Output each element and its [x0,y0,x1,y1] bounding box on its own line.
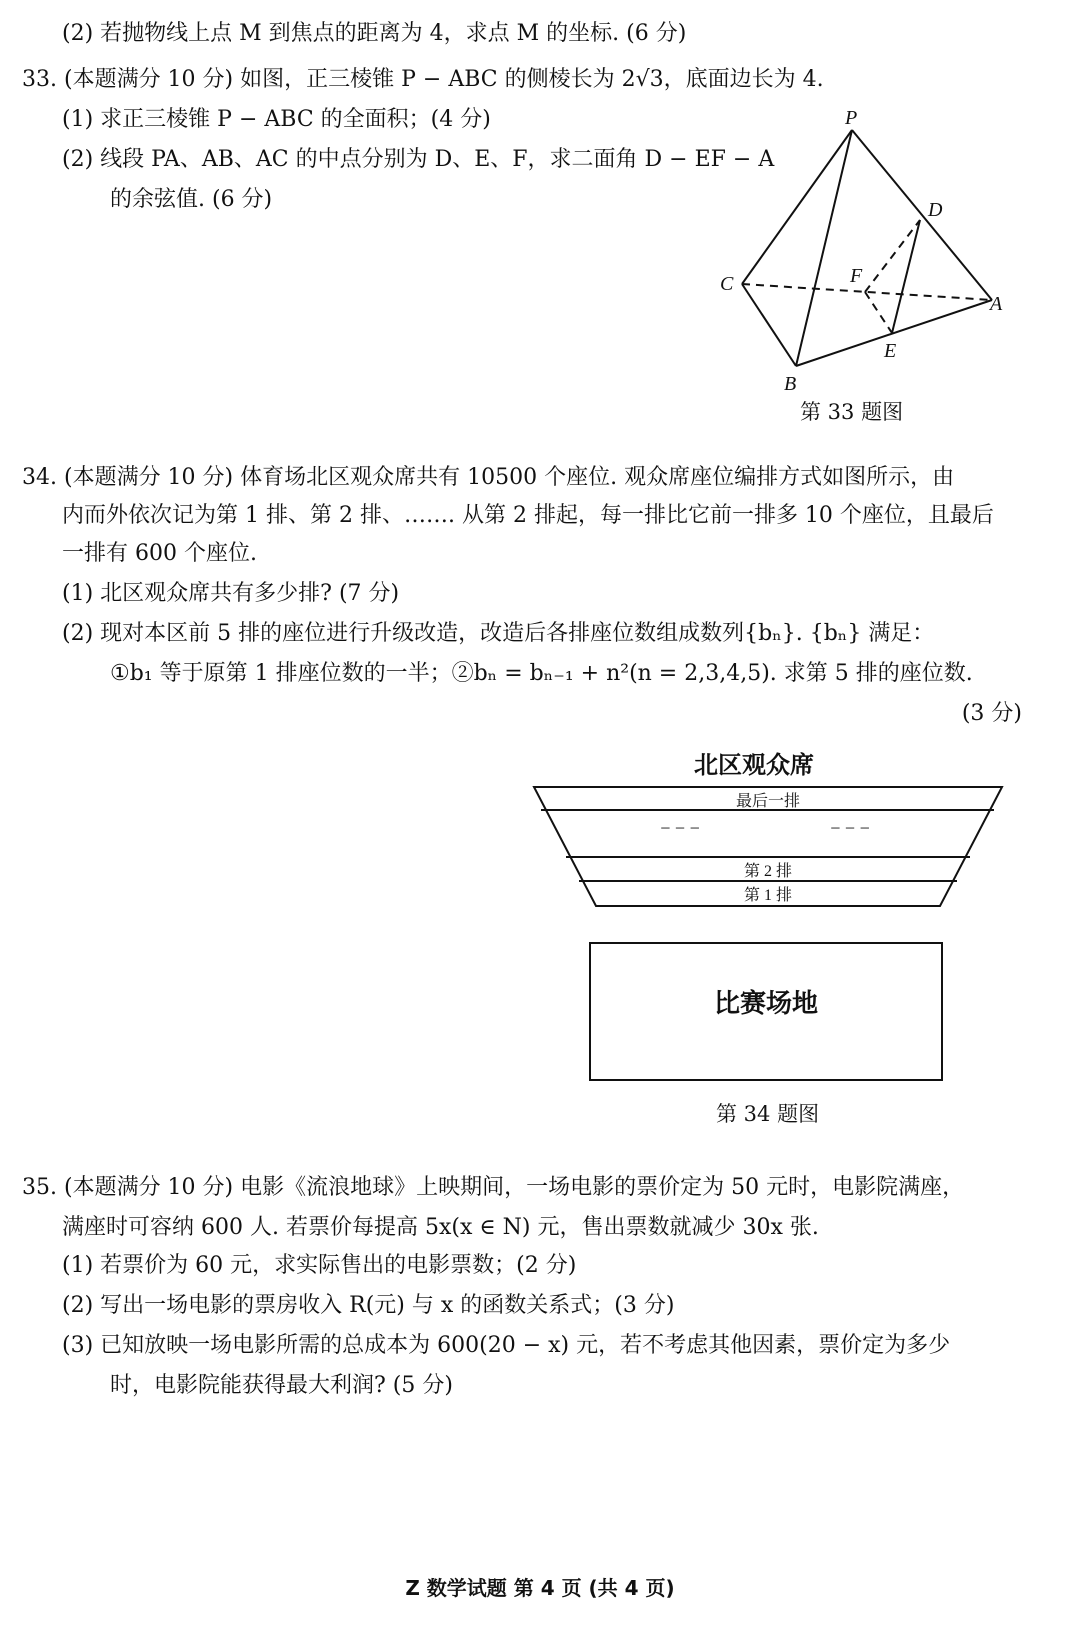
dash-right: − − − [830,818,870,838]
q33-stem: 33. (本题满分 10 分) 如图，正三棱锥 P − ABC 的侧棱长为 2√3，底面边长为 4. [22,67,824,92]
q34-part2-line1: (2) 现对本区前 5 排的座位进行升级改造，改造后各排座位数组成数列{bₙ}. {bₙ} 满足： [62,621,935,646]
label-d: D [928,199,943,221]
field-label: 比赛场地 [713,989,819,1018]
last-row-label: 最后一排 [735,793,801,810]
q34-part2-points: (3 分) [961,701,1022,726]
q34-stem-line3: 一排有 600 个座位. [62,541,257,566]
q34-part1: (1) 北区观众席共有多少排? (7 分) [62,581,400,606]
dash-left: − − − [660,818,700,838]
row1-label: 第 1 排 [743,887,793,904]
q34-stem-line1: 34. (本题满分 10 分) 体育场北区观众席共有 10500 个座位. 观众席座位编排方式如图所示，由 [22,465,955,490]
q35-stem-line2: 满座时可容纳 600 人. 若票价每提高 5x(x ∈ N) 元，售出票数就减少 30x 张. [62,1215,819,1240]
q34-stem-line2: 内而外依次记为第 1 排、第 2 排、……. 从第 2 排起，每一排比它前一排多 10 个座位，且最后 [62,503,994,528]
q33-part2-line2: 的余弦值. (6 分) [110,187,273,212]
label-p: P [845,107,858,129]
q32-part2: (2) 若抛物线上点 M 到焦点的距离为 4，求点 M 的坐标. (6 分) [62,21,687,46]
q34-part2-line2: ①b₁ 等于原第 1 排座位数的一半；②bₙ = bₙ₋₁ + n²(n = 2,3,4,5). 求第 5 排的座位数. [110,661,973,686]
label-a: A [990,293,1003,315]
stands-title: 北区观众席 [694,751,814,779]
label-e: E [884,340,897,362]
label-b: B [784,373,797,395]
page-footer: Z 数学试题 第 4 页 (共 4 页) [405,1576,675,1600]
q35-part1: (1) 若票价为 60 元，求实际售出的电影票数；(2 分) [62,1253,577,1278]
q33-part2-line1: (2) 线段 PA、AB、AC 的中点分别为 D、E、F，求二面角 D − EF − A [62,147,775,172]
q33-figure-caption: 第 33 题图 [800,400,904,424]
label-f: F [850,265,863,287]
q35-stem-line1: 35. (本题满分 10 分) 电影《流浪地球》上映期间，一场电影的票价定为 50 元时，电影院满座， [22,1175,965,1200]
q35-part3-line2: 时，电影院能获得最大利润? (5 分) [110,1373,453,1398]
row2-label: 第 2 排 [743,863,793,880]
label-c: C [720,273,734,295]
q34-figure-caption: 第 34 题图 [716,1102,820,1126]
q35-part3-line1: (3) 已知放映一场电影所需的总成本为 600(20 − x) 元，若不考虑其他因素，票价定为多少 [62,1333,951,1358]
q35-part2: (2) 写出一场电影的票房收入 R(元) 与 x 的函数关系式；(3 分) [62,1293,675,1318]
q33-part1: (1) 求正三棱锥 P − ABC 的全面积；(4 分) [62,107,491,132]
